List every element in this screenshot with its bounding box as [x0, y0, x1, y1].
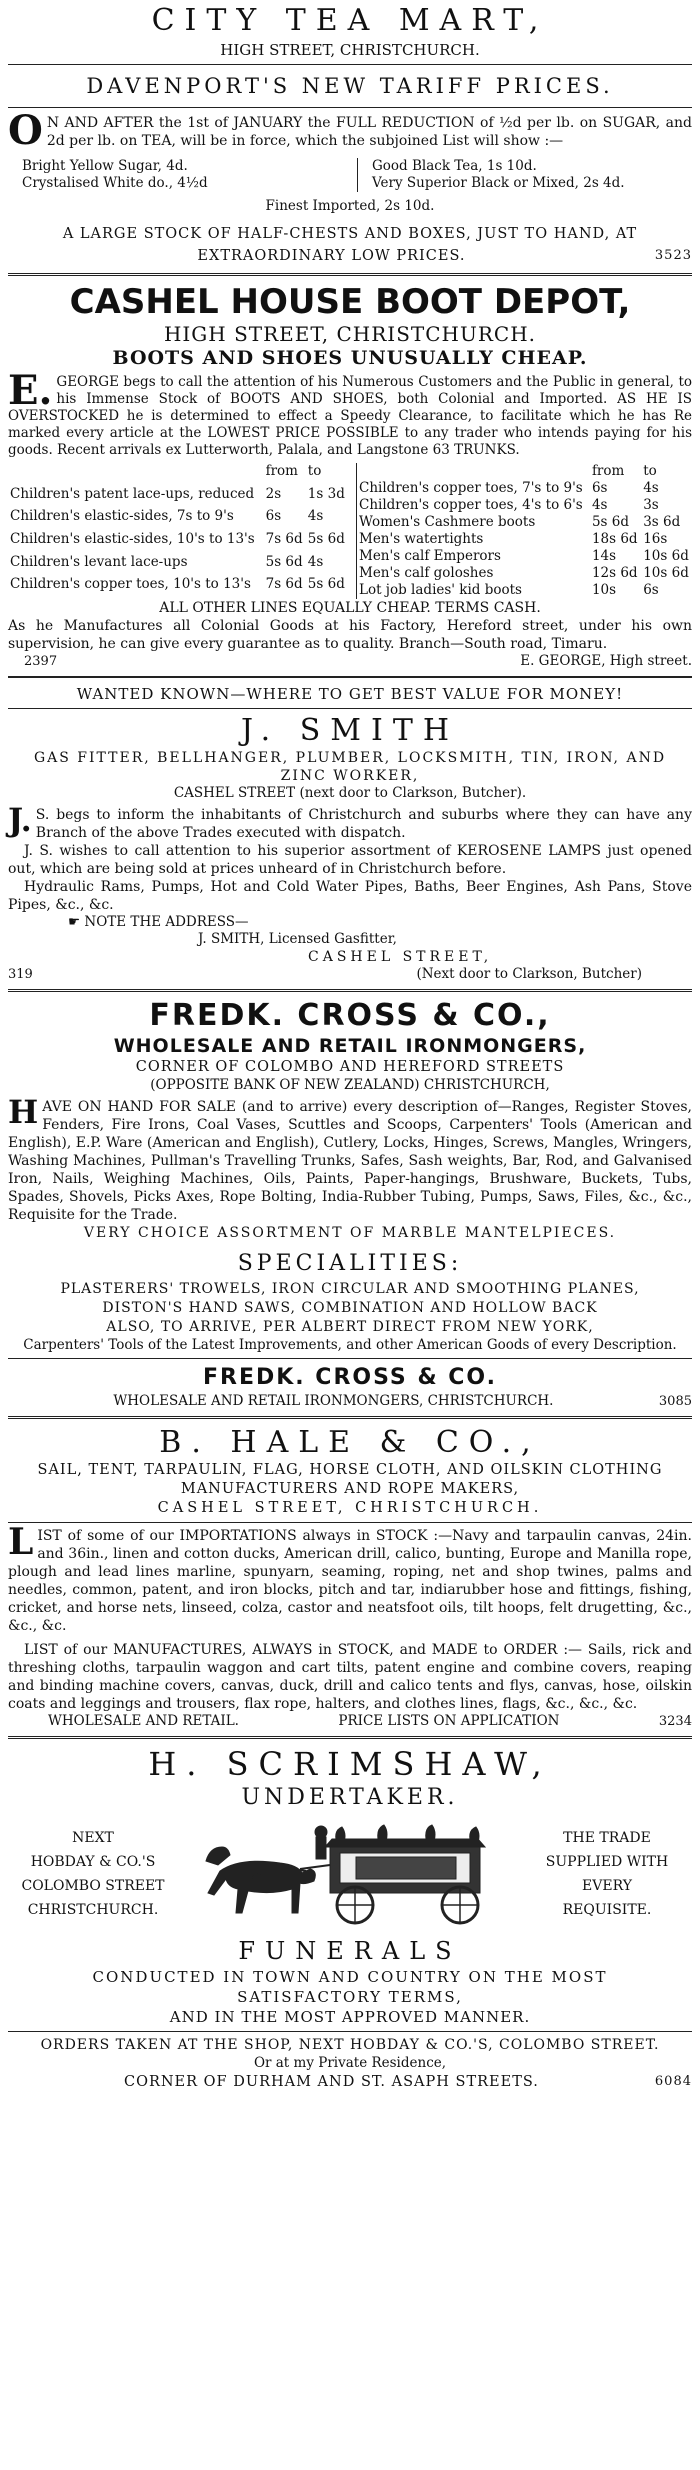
hale-dropcap: L: [8, 1521, 34, 1563]
hearse-illustration: [180, 1819, 520, 1929]
cross-ref: 3085: [658, 1394, 692, 1409]
divider: [8, 2031, 692, 2032]
scrimshaw-private: Or at my Private Residence,: [253, 2055, 447, 2071]
scrimshaw-ref: 6084: [654, 2074, 692, 2089]
price-row: [357, 582, 693, 599]
boot-sign: E. GEORGE, High street.: [520, 653, 692, 669]
right-line: THE TRADE: [563, 1830, 651, 1846]
sugar-price-1: Bright Yellow Sugar, 4d.: [22, 158, 188, 174]
smith-note: ☛ NOTE THE ADDRESS—: [68, 914, 249, 930]
tea-intro-text: N AND AFTER the 1st of JANUARY the FULL REDUCTION of ½d per lb. on SUGAR, and 2d per lb. on TEA, will be in force, which the subjoined List will show :—: [46, 115, 692, 149]
right-line: REQUISITE.: [562, 1902, 652, 1918]
section-divider: [8, 989, 692, 992]
hale-trades-1: SAIL, TENT, TARPAULIN, FLAG, HORSE CLOTH, AND OILSKIN CLOTHING: [37, 1462, 663, 1478]
boot-depot-ad: [8, 282, 692, 670]
hale-price: PRICE LISTS ON APPLICATION: [338, 1713, 560, 1729]
tea-price-list: [22, 158, 692, 192]
price-from: 6s: [591, 480, 608, 496]
col-to: to: [307, 463, 322, 479]
price-to: 4s: [643, 480, 659, 496]
divider: [8, 708, 692, 709]
cross-spec-4: Carpenters' Tools of the Latest Improvements, and other American Goods of every Description.: [23, 1337, 677, 1353]
smith-ref: 319: [8, 967, 33, 982]
price-row: [357, 497, 693, 514]
tea-stock-row: [8, 245, 692, 267]
smith-ad: [8, 684, 692, 983]
tea-address: HIGH STREET, CHRISTCHURCH.: [220, 41, 480, 59]
cross-marble: VERY CHOICE ASSORTMENT OF MARBLE MANTELPIECES.: [83, 1225, 617, 1241]
tea-heading: DAVENPORT'S NEW TARIFF PRICES.: [86, 74, 614, 98]
section-divider: [8, 676, 692, 678]
price-to: 3s 6d: [643, 514, 681, 530]
tea-price-1: Good Black Tea, 1s 10d.: [372, 158, 537, 174]
price-to: 16s: [643, 531, 668, 547]
scrimshaw-corner-row: [8, 2072, 692, 2092]
price-from: 18s 6d: [591, 531, 638, 547]
price-row: [8, 531, 348, 554]
sugar-price-2: Crystalised White do., 4½d: [22, 175, 208, 191]
divider: [8, 1522, 692, 1523]
smith-para-1: [8, 801, 692, 842]
price-to: 4s: [307, 553, 324, 570]
smith-para-2: J. S. wishes to call attention to his superior assortment of KEROSENE LAMPS just opened out, which are being sold at prices unheard of in Christchurch before.: [8, 843, 692, 877]
tea-ref: 3523: [654, 248, 692, 263]
boot-right-table: [356, 463, 692, 599]
left-line: CHRISTCHURCH.: [27, 1902, 159, 1918]
price-to: 1s 3d: [307, 485, 345, 502]
boot-ref: 2397: [24, 654, 58, 669]
section-divider: [8, 1736, 692, 1739]
price-row: [8, 486, 348, 509]
price-to: 10s 6d: [643, 565, 689, 581]
cross-opposite: (OPPOSITE BANK OF NEW ZEALAND) CHRISTCHURCH,: [150, 1077, 550, 1093]
divider: [8, 107, 692, 108]
scrimshaw-orders: ORDERS TAKEN AT THE SHOP, NEXT HOBDAY & CO.'S, COLOMBO STREET.: [40, 2037, 660, 2053]
tea-mart-ad: [8, 2, 692, 267]
hale-title: B. HALE & CO.,: [159, 1425, 541, 1460]
tea-intro: [8, 107, 692, 154]
boot-intro: [8, 367, 692, 459]
price-from: 14s: [591, 548, 617, 564]
boot-intro-text: GEORGE begs to call the attention of his Numerous Customers and the Public in general, to his Immense Stock of BOOTS AND SHOES, both Colonial and Imported. AS HE IS OVERSTOCKED he is determined to effect a Speedy Clearance, to facilitate which he has Re marked every article at the LOWEST PRICE POSSIBLE to any trader who intends paying for his goods. Recent arrivals ex Lutterworth, Palala, and Langstone 63 TRUNKS.: [8, 374, 692, 458]
price-item: Children's copper toes, 7's to 9's: [359, 480, 583, 496]
price-row: [357, 565, 693, 582]
price-from: 12s 6d: [591, 565, 638, 581]
cross-spec-2: DISTON'S HAND SAWS, COMBINATION AND HOLLOW BACK: [102, 1300, 598, 1316]
tea-dropcap: O: [8, 107, 43, 154]
hale-para-1-text: IST of some of our IMPORTATIONS always in STOCK :—Navy and tarpaulin canvas, 24in. and 36in., linen and cotton ducks, American drill, calico, bunting, Europe and Manilla rope, plough and lead lines marline, spunyarn, seaming, roping, net and shop twines, palms and needles, common, patent, and iron blocks, pitch and tar, indiarubber hose and fittings, fishing, cricket, and horse nets, linseed, colza, castor and neatsfoot oils, tilt hoops, felt drugetting, &c., &c., &c.: [8, 1528, 692, 1634]
smith-title: J. SMITH: [240, 713, 460, 748]
cross-dropcap: H: [8, 1093, 39, 1131]
col-from: from: [591, 463, 625, 479]
boot-title: CASHEL HOUSE BOOT DEPOT,: [69, 282, 631, 322]
price-item: Children's elastic-sides, 7s to 9's: [10, 508, 234, 525]
price-to: 10s 6d: [643, 548, 689, 564]
price-from: 6s: [265, 508, 282, 525]
scrimshaw-conducted-2: SATISFACTORY TERMS,: [237, 1988, 463, 2006]
price-item: Children's levant lace-ups: [10, 553, 188, 570]
boot-left-table: [8, 463, 348, 599]
cross-spec-title: SPECIALITIES:: [237, 1251, 463, 1276]
section-divider: [8, 273, 692, 276]
price-from: 5s 6d: [591, 514, 629, 530]
cross-spec-3: ALSO, TO ARRIVE, PER ALBERT DIRECT FROM NEW YORK,: [106, 1319, 594, 1335]
price-item: Children's copper toes, 10's to 13's: [10, 576, 251, 593]
hale-trades-2: MANUFACTURERS AND ROPE MAKERS,: [180, 1481, 520, 1497]
boot-all-other: ALL OTHER LINES EQUALLY CHEAP. TERMS CASH.: [159, 600, 541, 616]
cross-foot-sub: WHOLESALE AND RETAIL IRONMONGERS, CHRISTCHURCH.: [113, 1393, 554, 1409]
divider: [8, 1358, 692, 1359]
boot-sub: BOOTS AND SHOES UNUSUALLY CHEAP.: [112, 347, 588, 369]
cross-body: [8, 1093, 692, 1224]
boot-price-tables: [8, 463, 692, 599]
smith-note-text: NOTE THE ADDRESS—: [84, 914, 249, 930]
left-line: NEXT: [72, 1830, 114, 1846]
price-to: 3s: [643, 497, 659, 513]
scrimshaw-middle: [8, 1819, 692, 1929]
price-item: Children's elastic-sides, 10's to 13's: [10, 530, 255, 547]
price-item: Women's Cashmere boots: [359, 514, 536, 530]
smith-next: (Next door to Clarkson, Butcher): [416, 966, 642, 982]
section-divider: [8, 1416, 692, 1419]
newspaper-ads-page: [8, 0, 692, 2092]
price-row: [357, 480, 693, 497]
smith-dropcap: J.: [8, 801, 32, 839]
scrimshaw-conducted-1: CONDUCTED IN TOWN AND COUNTRY ON THE MOST: [92, 1968, 608, 1986]
left-line: HOBDAY & CO.'S: [30, 1854, 156, 1870]
scrimshaw-left-col: [8, 1826, 178, 1922]
hale-address: CASHEL STREET, CHRISTCHURCH.: [157, 1500, 543, 1516]
price-to: 5s 6d: [307, 576, 345, 593]
tea-stock-line-2: EXTRAORDINARY LOW PRICES.: [197, 248, 466, 264]
price-to: 4s: [307, 508, 324, 525]
right-line: EVERY: [582, 1878, 632, 1894]
price-row: [8, 576, 348, 599]
boot-sign-row: [8, 653, 692, 670]
price-row: [8, 554, 348, 577]
tea-title: CITY TEA MART,: [151, 3, 549, 38]
hale-wholesale: WHOLESALE AND RETAIL.: [48, 1713, 239, 1729]
scrimshaw-ad: [8, 1745, 692, 2092]
hale-ad: [8, 1425, 692, 1730]
smith-address: CASHEL STREET (next door to Clarkson, Butcher).: [173, 785, 527, 801]
price-item: Men's watertights: [359, 531, 484, 547]
hale-ref: 3234: [658, 1714, 692, 1729]
smith-wanted: WANTED KNOWN—WHERE TO GET BEST VALUE FOR MONEY!: [76, 685, 624, 703]
hale-para-1: [8, 1521, 692, 1635]
price-row: [357, 514, 693, 531]
price-row: [8, 508, 348, 531]
smith-trades: GAS FITTER, BELLHANGER, PLUMBER, LOCKSMITH, TIN, IRON, AND ZINC WORKER,: [33, 750, 667, 784]
cross-spec-1: PLASTERERS' TROWELS, IRON CIRCULAR AND SMOOTHING PLANES,: [60, 1281, 640, 1297]
cross-sub: WHOLESALE AND RETAIL IRONMONGERS,: [113, 1035, 587, 1057]
cross-body-text: AVE ON HAND FOR SALE (and to arrive) every description of—Ranges, Register Stoves, Fenders, Fire Irons, Coal Vases, Scuttles and Scoops, Carpenters' Tools (American and English), E.P. Ware (American and English), Cutlery, Locks, Hinges, Screws, Mangles, Wringers, Washing Machines, Pullman's Travelling Trunks, Safes, Sash weights, Bar, Rod, and Galvanised Iron, Nails, Weighing Machines, Oils, Paints, Paper-hangings, Brushware, Buckets, Tubs, Spades, Shovels, Picks Axes, Rope Bolting, India-Rubber Tubing, Pumps, Saws, Files, &c., &c., Requisite for the Trade.: [8, 1099, 692, 1223]
tea-finest: Finest Imported, 2s 10d.: [265, 198, 435, 214]
cross-foot-row: [8, 1393, 692, 1410]
smith-ref-row: [8, 966, 692, 983]
smith-sign: J. SMITH, Licensed Gasfitter,: [198, 931, 397, 947]
cross-corner: CORNER OF COLOMBO AND HEREFORD STREETS: [135, 1059, 565, 1075]
scrimshaw-funerals: FUNERALS: [238, 1937, 462, 1965]
price-item: Men's calf Emperors: [359, 548, 501, 564]
hale-para-2: LIST of our MANUFACTURES, ALWAYS in STOCK, and MADE to ORDER :— Sails, rick and threshing cloths, tarpaulin waggon and cart tilts, patent engine and combine covers, reaping and binding machine covers, canvas, duck, drill and calico tents and flys, canvas, hose, oilskin coats and leggings and trousers, flax rope, halters, and clothes lines, flags, &c., &c., &c.: [8, 1642, 692, 1712]
price-from: 4s: [591, 497, 608, 513]
col-from: from: [265, 463, 298, 479]
price-from: 7s 6d: [265, 530, 303, 547]
divider: [8, 64, 692, 65]
col-to: to: [643, 463, 657, 479]
right-line: SUPPLIED WITH: [545, 1854, 669, 1870]
boot-footer: As he Manufactures all Colonial Goods at his Factory, Hereford street, under his own supervision, he can give every guarantee as to quality. Branch—South road, Timaru.: [8, 618, 692, 652]
price-to: 6s: [643, 582, 659, 598]
price-from: 2s: [265, 485, 282, 502]
cross-title: FREDK. CROSS & CO.,: [149, 998, 551, 1033]
price-row: [357, 548, 693, 565]
price-item: Children's copper toes, 4's to 6's: [359, 497, 583, 513]
smith-street: CASHEL STREET,: [308, 949, 493, 965]
price-from: 7s 6d: [265, 576, 303, 593]
boot-dropcap: E.: [8, 367, 53, 414]
price-to: 5s 6d: [307, 530, 345, 547]
hale-foot-row: [8, 1713, 692, 1730]
smith-para-1-text: S. begs to inform the inhabitants of Christchurch and suburbs where they can have any Branch of the above Trades executed with dispatch.: [35, 807, 692, 841]
smith-para-3: Hydraulic Rams, Pumps, Hot and Cold Water Pipes, Baths, Beer Engines, Ash Pans, Stove Pipes, &c., &c.: [8, 879, 692, 913]
cross-ad: [8, 998, 692, 1410]
boot-address: HIGH STREET, CHRISTCHURCH.: [163, 322, 537, 346]
scrimshaw-sub: UNDERTAKER.: [241, 1785, 459, 1810]
scrimshaw-title: H. SCRIMSHAW,: [148, 1745, 552, 1783]
price-row: [357, 531, 693, 548]
price-item: Men's calf goloshes: [359, 565, 494, 581]
tea-stock-line-1: A LARGE STOCK OF HALF-CHESTS AND BOXES, JUST TO HAND, AT: [62, 226, 638, 242]
scrimshaw-conducted-3: AND IN THE MOST APPROVED MANNER.: [169, 2008, 531, 2026]
scrimshaw-corner: CORNER OF DURHAM AND ST. ASAPH STREETS.: [123, 2074, 539, 2090]
price-item: Lot job ladies' kid boots: [359, 582, 522, 598]
price-from: 5s 6d: [265, 553, 303, 570]
tea-price-2: Very Superior Black or Mixed, 2s 4d.: [372, 175, 625, 191]
left-line: COLOMBO STREET: [21, 1878, 165, 1894]
cross-foot-title: FREDK. CROSS & CO.: [202, 1365, 498, 1390]
price-from: 10s: [591, 582, 617, 598]
price-item: Children's patent lace-ups, reduced: [10, 485, 255, 502]
scrimshaw-right-col: [522, 1826, 692, 1922]
